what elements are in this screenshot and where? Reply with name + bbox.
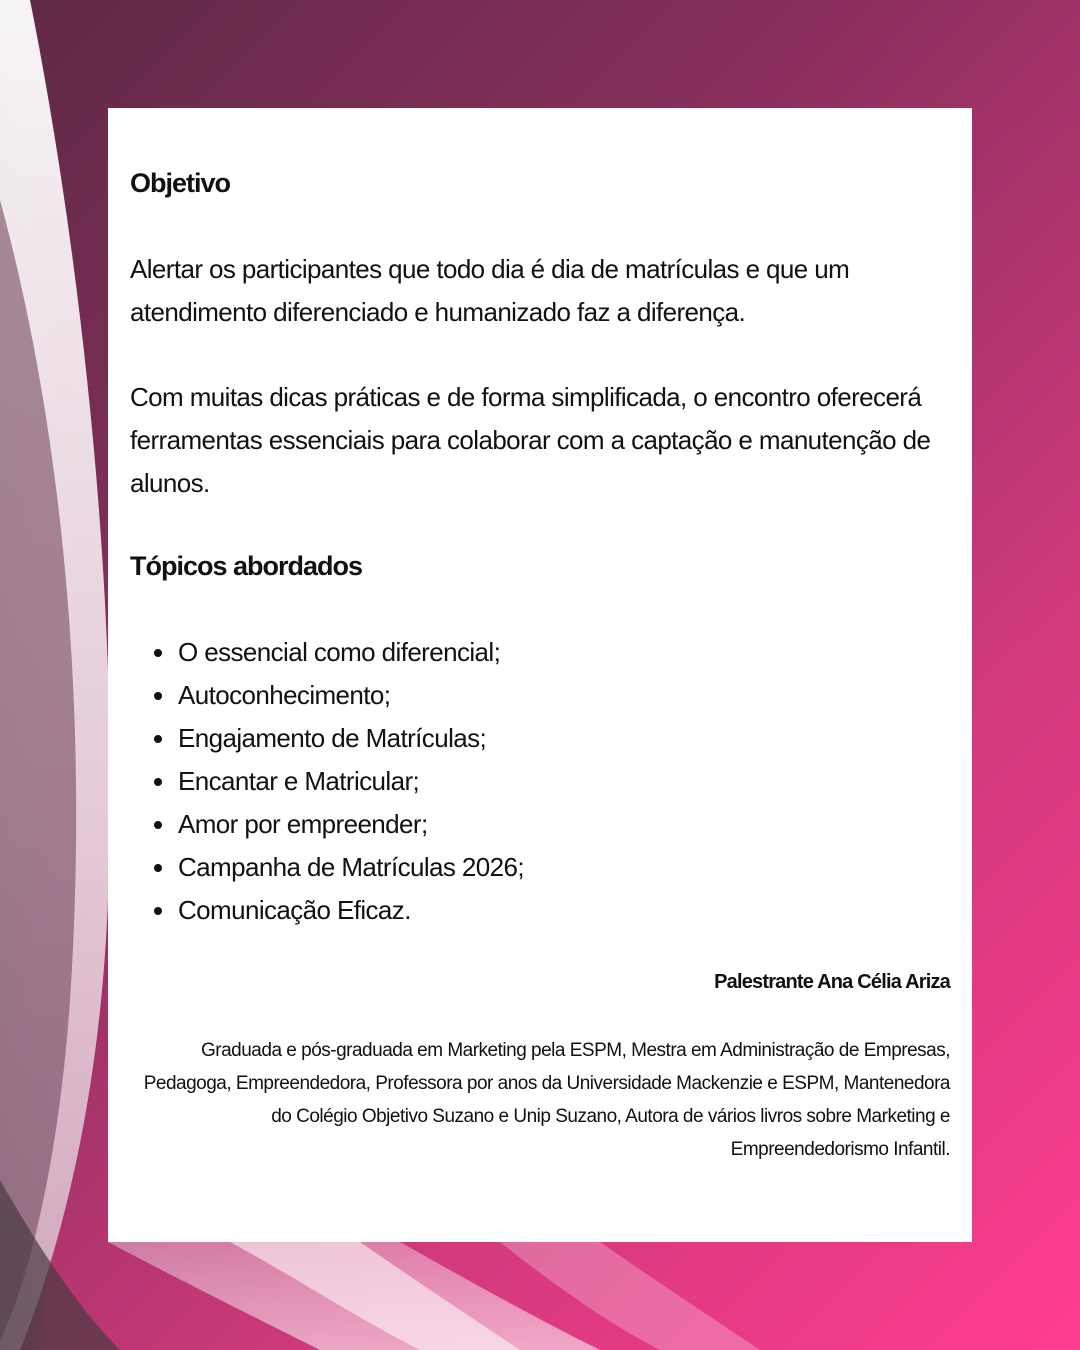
- topic-item: [154, 674, 950, 717]
- topic-item: [154, 803, 950, 846]
- topics-list: [130, 631, 950, 932]
- topic-text: Comunicação Eficaz.: [178, 895, 411, 925]
- bullet-dot-icon: [154, 864, 162, 872]
- speaker-bio: Graduada e pós-graduada em Marketing pela ESPM, Mestra em Administração de Empresas, Pedagoga, Empreendedora, Professora por anos da Universidade Mackenzie e ESPM, Mantenedora do Colégio Objetivo Suzano e Unip Suzano, Autora de vários livros sobre Marketing e Empreendedorismo Infantil.: [143, 1040, 950, 1160]
- topic-item: [154, 717, 950, 760]
- content-card: [108, 108, 972, 1242]
- topic-item: [154, 846, 950, 889]
- bullet-dot-icon: [154, 649, 162, 657]
- bullet-dot-icon: [154, 907, 162, 915]
- speaker-name: Palestrante Ana Célia Ariza: [714, 971, 950, 993]
- bullet-dot-icon: [154, 778, 162, 786]
- topic-text: Engajamento de Matrículas;: [178, 723, 487, 753]
- topics-heading: Tópicos abordados: [130, 551, 363, 581]
- topic-item: [154, 631, 950, 674]
- topic-text: Amor por empreender;: [178, 809, 428, 839]
- bullet-dot-icon: [154, 735, 162, 743]
- objective-heading: Objetivo: [130, 168, 231, 198]
- topic-text: O essencial como diferencial;: [178, 637, 501, 667]
- bullet-dot-icon: [154, 821, 162, 829]
- objective-paragraph-1: Alertar os participantes que todo dia é dia de matrículas e que um atendimento diferenciado e humanizado faz a diferença.: [130, 254, 850, 327]
- objective-paragraph-2: Com muitas dicas práticas e de forma simplificada, o encontro oferecerá ferramentas essenciais para colaborar com a captação e manutenção de alunos.: [130, 382, 931, 498]
- bullet-dot-icon: [154, 692, 162, 700]
- topic-item: [154, 889, 950, 932]
- topic-text: Autoconhecimento;: [178, 680, 391, 710]
- topic-item: [154, 760, 950, 803]
- topic-text: Encantar e Matricular;: [178, 766, 420, 796]
- topic-text: Campanha de Matrículas 2026;: [178, 852, 524, 882]
